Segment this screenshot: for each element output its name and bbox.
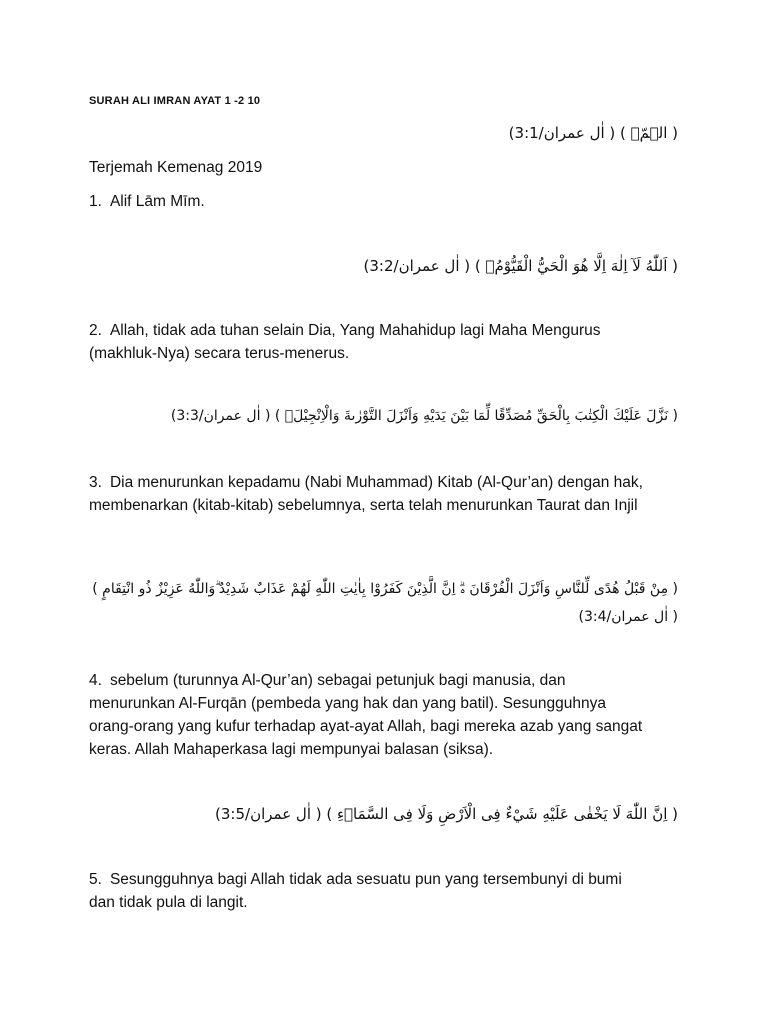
verse-number: 1. bbox=[89, 193, 102, 210]
arabic-verse-5: ( اِنَّ اللّٰهَ لَا يَخْفٰى عَلَيْهِ شَيْءٌ فِى الْاَرْضِ وَلَا فِى السَّمَاۤءِ ) ( اٰل عمران/3:5) bbox=[215, 805, 678, 823]
translation-text: Dia menurunkan kepadamu (Nabi Muhammad) Kitab (Al-Qur’an) dengan hak, membenarkan (kitab-kitab) sebelumnya, serta telah menurunkan Taurat dan Injil bbox=[89, 474, 643, 514]
translation-verse-3 bbox=[89, 471, 649, 517]
translation-verse-1 bbox=[89, 190, 649, 213]
translation-text: Allah, tidak ada tuhan selain Dia, Yang Mahahidup lagi Maha Mengurus (makhluk-Nya) secara terus-menerus. bbox=[89, 322, 601, 362]
verse-number: 4. bbox=[89, 672, 102, 689]
translation-heading: Terjemah Kemenag 2019 bbox=[89, 159, 263, 176]
translation-text: Sesungguhnya bagi Allah tidak ada sesuatu pun yang tersembunyi di bumi dan tidak pula di langit. bbox=[89, 871, 622, 911]
translation-text: Alif Lām Mīm. bbox=[109, 193, 205, 210]
translation-verse-4 bbox=[89, 669, 649, 761]
verse-number: 5. bbox=[89, 871, 102, 888]
verse-number: 2. bbox=[89, 322, 102, 339]
translation-verse-5 bbox=[89, 868, 649, 914]
document-title: SURAH ALI IMRAN AYAT 1 -2 10 bbox=[89, 95, 261, 107]
arabic-verse-3: ( نَزَّلَ عَلَيْكَ الْكِتٰبَ بِالْحَقِّ مُصَدِّقًا لِّمَا بَيْنَ يَدَيْهِ وَاَنْزَلَ التَّوْرٰىةَ وَالْاِنْجِيْلَۙ ) ( اٰل عمران/3:3) bbox=[170, 408, 678, 424]
translation-text: sebelum (turunnya Al-Qur’an) sebagai petunjuk bagi manusia, dan menurunkan Al-Furqān (pembeda yang hak dan yang batil). Sesungguhnya orang-orang yang kufur terhadap ayat-ayat Allah, bagi mereka azab yang sangat keras. Allah Mahaperkasa lagi mempunyai balasan (siksa). bbox=[89, 672, 643, 758]
arabic-verse-2: ( اَللّٰهُ لَآ اِلٰهَ اِلَّا هُوَ الْحَيُّ الْقَيُّوْمُۗ ) ( اٰل عمران/3:2) bbox=[363, 257, 678, 275]
arabic-verse-1: ( الۤمّۤ ) ( اٰل عمران/3:1) bbox=[508, 124, 678, 142]
verse-number: 3. bbox=[89, 474, 102, 491]
arabic-verse-4: ( مِنْ قَبْلُ هُدًى لِّلنَّاسِ وَاَنْزَلَ الْفُرْقَانَ ەۗ اِنَّ الَّذِيْنَ كَفَرُوْا بِاٰيٰتِ اللّٰهِ لَهُمْ عَذَابٌ شَدِيْدٌ ۗوَاللّٰهُ عَزِيْزٌ ذُو انْتِقَامٍ ) ( اٰل عمران/3:4) bbox=[92, 581, 678, 625]
translation-verse-2 bbox=[89, 319, 649, 365]
